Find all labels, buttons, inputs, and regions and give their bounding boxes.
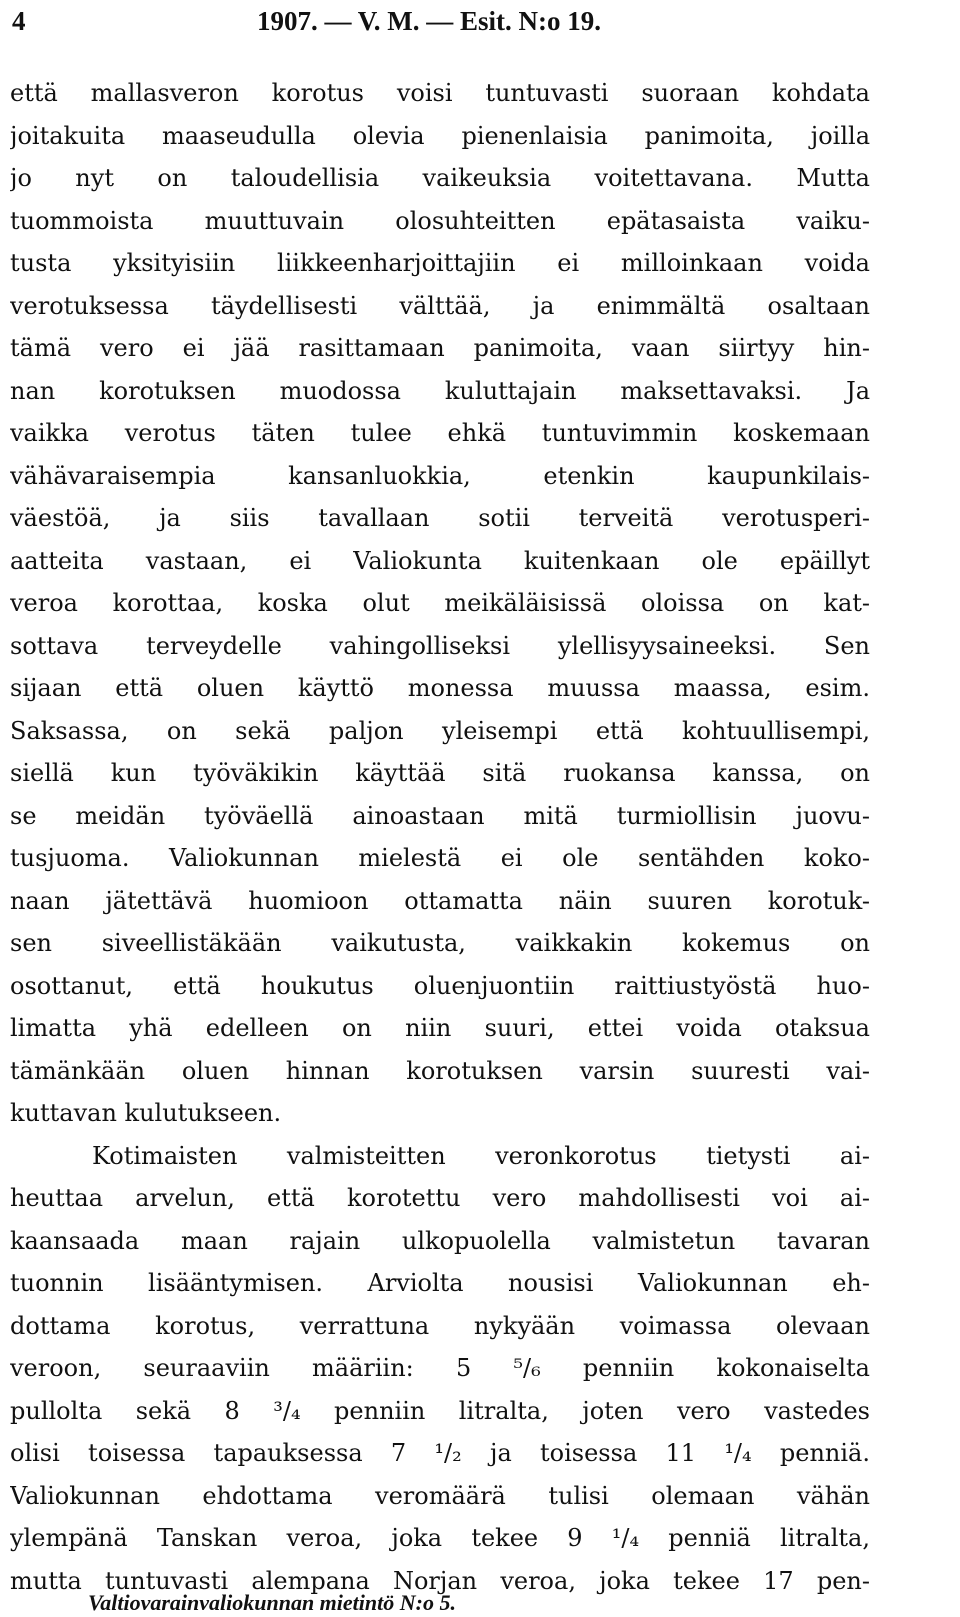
- text-line: Kotimaisten valmisteitten veronkorotus tietysti ai-: [92, 1141, 870, 1170]
- text-line: siellä kun työväkikin käyttää sitä ruokansa kanssa, on: [10, 759, 870, 787]
- text-line: kuttavan kulutukseen.: [10, 1099, 282, 1127]
- body-text: [10, 72, 870, 1602]
- page-number: 4: [12, 6, 26, 36]
- text-line: vähävaraisempia kansanluokkia, etenkin kaupunkilais-: [10, 461, 870, 490]
- text-line: dottama korotus, verrattuna nykyään voimassa olevaan: [10, 1311, 870, 1340]
- text-line: naan jätettävä huomioon ottamatta näin suuren korotuk-: [10, 886, 870, 915]
- text-line: veroa korottaa, koska olut meikäläisissä oloissa on kat-: [10, 589, 870, 617]
- page-header: [12, 2, 948, 42]
- text-line: sen siveellistäkään vaikutusta, vaikkakin kokemus on: [10, 929, 870, 957]
- text-line: väestöä, ja siis tavallaan sotii terveitä verotusperi-: [10, 504, 870, 532]
- text-line: Valiokunnan ehdottama veromäärä tulisi olemaan vähän: [10, 1481, 870, 1510]
- text-line: että mallasveron korotus voisi tuntuvasti suoraan kohdata: [10, 79, 870, 107]
- text-line: olisi toisessa tapauksessa 7 ¹/₂ ja toisessa 11 ¹/₄ penniä.: [10, 1439, 870, 1467]
- text-line: veroon, seuraaviin määriin: 5 ⁵/₆ penniin kokonaiselta: [10, 1354, 870, 1382]
- text-line: tusjuoma. Valiokunnan mielestä ei ole sentähden koko-: [10, 844, 870, 872]
- text-line: osottanut, että houkutus oluenjuontiin raittiustyöstä huo-: [10, 971, 870, 1000]
- text-line: Saksassa, on sekä paljon yleisempi että kohtuullisempi,: [10, 716, 870, 745]
- text-line: sijaan että oluen käyttö monessa muussa maassa, esim.: [10, 674, 870, 702]
- text-line: tämänkään oluen hinnan korotuksen varsin suuresti vai-: [10, 1056, 870, 1085]
- text-line: tuonnin lisääntymisen. Arviolta nousisi Valiokunnan eh-: [10, 1269, 870, 1297]
- text-line: jo nyt on taloudellisia vaikeuksia voitettavana. Mutta: [10, 164, 870, 192]
- text-line: se meidän työväellä ainoastaan mitä turmiollisin juovu-: [10, 801, 870, 830]
- text-line: kaansaada maan rajain ulkopuolella valmistetun tavaran: [10, 1226, 870, 1255]
- text-line: heuttaa arvelun, että korotettu vero mahdollisesti voi ai-: [10, 1184, 870, 1212]
- text-line: joitakuita maaseudulla olevia pienenlaisia panimoita, joilla: [10, 121, 870, 150]
- text-line: pullolta sekä 8 ³/₄ penniin litralta, joten vero vastedes: [10, 1396, 870, 1425]
- footer-caption: Valtiovarainvaliokunnan mietintö N:o 5.: [88, 1590, 456, 1615]
- text-line: ylempänä Tanskan veroa, joka tekee 9 ¹/₄ penniä litralta,: [10, 1524, 870, 1552]
- text-line: sottava terveydelle vahingolliseksi ylellisyysaineeksi. Sen: [10, 631, 870, 660]
- text-line: mutta tuntuvasti alempana Norjan veroa, joka tekee 17 pen-: [10, 1566, 870, 1595]
- text-line: tuommoista muuttuvain olosuhteitten epätasaista vaiku-: [10, 206, 870, 235]
- text-line: verotuksessa täydellisesti välttää, ja enimmältä osaltaan: [10, 291, 870, 320]
- text-line: nan korotuksen muodossa kuluttajain maksettavaksi. Ja: [10, 376, 870, 405]
- text-line: tusta yksityisiin liikkeenharjoittajiin ei milloinkaan voida: [10, 249, 870, 277]
- text-line: vaikka verotus täten tulee ehkä tuntuvimmin koskemaan: [10, 419, 870, 447]
- text-line: limatta yhä edelleen on niin suuri, ettei voida otaksua: [10, 1014, 870, 1042]
- text-line: aatteita vastaan, ei Valiokunta kuitenkaan ole epäillyt: [10, 546, 870, 575]
- text-line: tämä vero ei jää rasittamaan panimoita, vaan siirtyy hin-: [10, 334, 870, 362]
- running-head: 1907. — V. M. — Esit. N:o 19.: [257, 6, 602, 36]
